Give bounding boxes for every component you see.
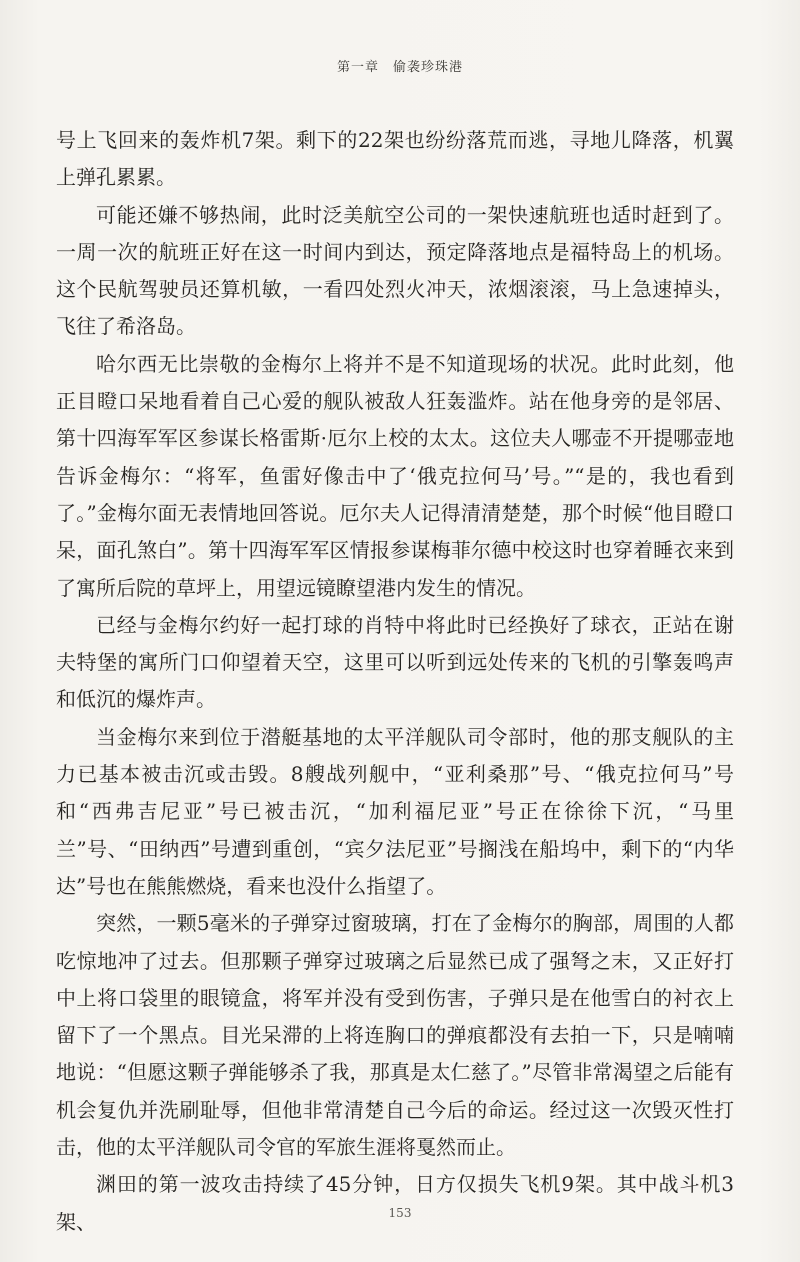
paragraph: 可能还嫌不够热闹，此时泛美航空公司的一架快速航班也适时赶到了。一周一次的航班正好在这一时间内到达，预定降落地点是福特岛上的机场。这个民航驾驶员还算机敏，一看四处烈火冲天，浓烟滚滚，马上急速掉头，飞往了希洛岛。: [56, 202, 734, 339]
paragraph: 渊田的第一波攻击持续了45分钟，日方仅损失飞机9架。其中战斗机3架、: [56, 1172, 734, 1234]
paragraph-continued: 号上飞回来的轰炸机7架。剩下的22架也纷纷落荒而逃，寻地儿降落，机翼上弹孔累累。: [56, 128, 734, 190]
page-number: 153: [388, 1206, 412, 1220]
paragraph: 已经与金梅尔约好一起打球的肖特中将此时已经换好了球衣，正站在谢夫特堡的寓所门口仰望着天空，这里可以听到远处传来的飞机的引擎轰鸣声和低沉的爆炸声。: [56, 612, 734, 712]
paragraph: 突然，一颗5毫米的子弹穿过窗玻璃，打在了金梅尔的胸部，周围的人都吃惊地冲了过去。但那颗子弹穿过玻璃之后显然已成了强弩之末，又正好打中上将口袋里的眼镜盒，将军并没有受到伤害，子弹只是在他雪白的衬衣上留下了一个黑点。目光呆滞的上将连胸口的弹痕都没有去拍一下，只是喃喃地说：“但愿这颗子弹能够杀了我，那真是太仁慈了。”尽管非常渴望之后能有机会复仇并洗刷耻辱，但他非常清楚自己今后的命运。经过这一次毁灭性打击，他的太平洋舰队司令官的军旅生涯将戛然而止。: [56, 911, 734, 1160]
paragraph: 当金梅尔来到位于潜艇基地的太平洋舰队司令部时，他的那支舰队的主力已基本被击沉或击毁。8艘战列舰中，“亚利桑那”号、“俄克拉何马”号和“西弗吉尼亚”号已被击沉，“加利福尼亚”号正在徐徐下沉，“马里兰”号、“田纳西”号遭到重创，“宾夕法尼亚”号搁浅在船坞中，剩下的“内华达”号也在熊熊燃烧，看来也没什么指望了。: [56, 724, 734, 898]
running-head: [0, 56, 800, 75]
chapter-title: 偷袭珍珠港: [393, 60, 464, 75]
paragraph: 哈尔西无比崇敬的金梅尔上将并不是不知道现场的状况。此时此刻，他正目瞪口呆地看着自己心爱的舰队被敌人狂轰滥炸。站在他身旁的是邻居、第十四海军军区参谋长格雷斯·厄尔上校的太太。这位夫人哪壶不开提哪壶地告诉金梅尔：“将军，鱼雷好像击中了‘俄克拉何马’号。”“是的，我也看到了。”金梅尔面无表情地回答说。厄尔夫人记得清清楚楚，那个时候“他目瞪口呆，面孔煞白”。第十四海军军区情报参谋梅菲尔德中校这时也穿着睡衣来到了寓所后院的草坪上，用望远镜瞭望港内发生的情况。: [56, 351, 734, 600]
chapter-number: 第一章: [336, 60, 379, 75]
body-text: [56, 122, 734, 1241]
